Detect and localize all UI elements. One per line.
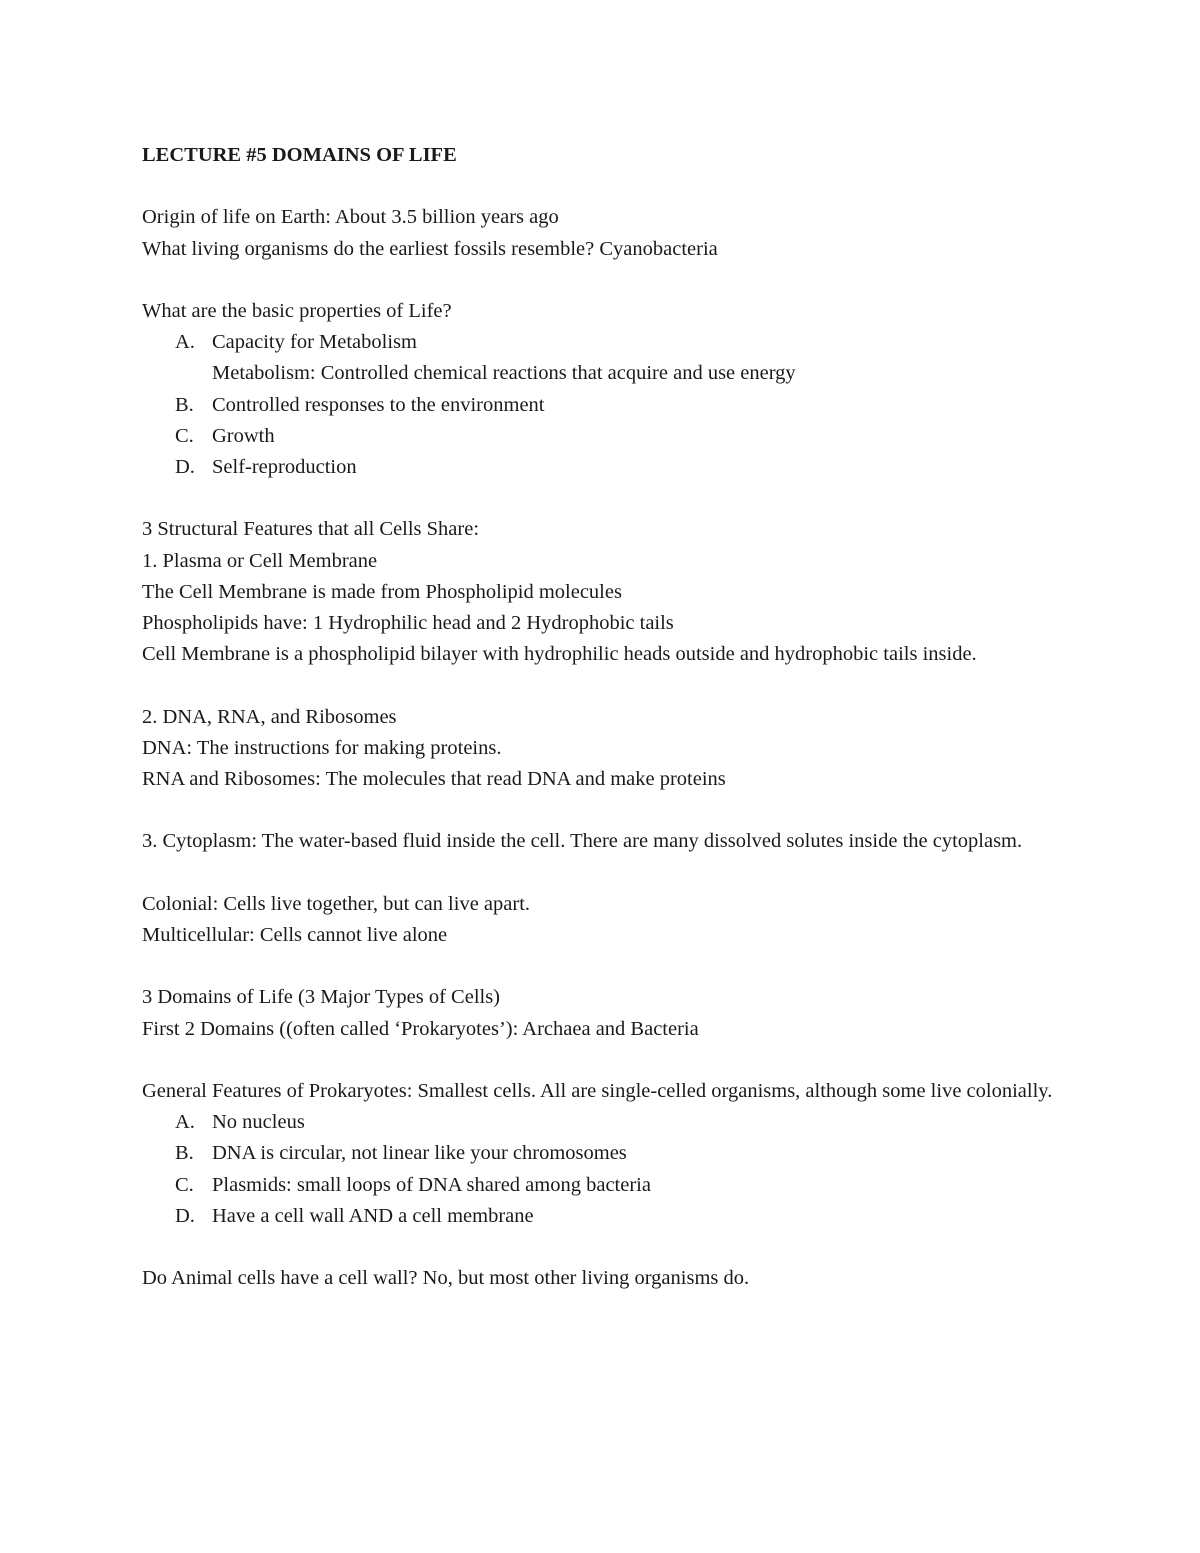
- spacer: [142, 1232, 1062, 1263]
- list-item: [142, 452, 1062, 483]
- list-item: [142, 1170, 1062, 1201]
- list-item: [142, 390, 1062, 421]
- spacer: [142, 951, 1062, 982]
- bilayer-description: Cell Membrane is a phospholipid bilayer with hydrophilic heads outside and hydrophobic tails inside.: [142, 643, 977, 666]
- multicellular-definition: Multicellular: Cells cannot live alone: [142, 923, 448, 946]
- rna-definition: RNA and Ribosomes: The molecules that read DNA and make proteins: [142, 767, 726, 790]
- prokaryotes-list: [142, 1107, 1062, 1232]
- list-item: [142, 1107, 1062, 1138]
- spacer: [142, 858, 1062, 889]
- domains-heading: 3 Domains of Life (3 Major Types of Cells): [142, 986, 501, 1009]
- list-marker: D.: [175, 455, 195, 478]
- spacer: [142, 1045, 1062, 1076]
- list-item-text: Controlled responses to the environment: [212, 393, 545, 416]
- document-title: LECTURE #5 DOMAINS OF LIFE: [142, 144, 457, 166]
- list-marker: A.: [175, 331, 195, 354]
- closing-question: Do Animal cells have a cell wall? No, but most other living organisms do.: [142, 1267, 750, 1290]
- list-marker: A.: [175, 1111, 195, 1134]
- prokaryotes-heading: General Features of Prokaryotes: Smallest cells. All are single-celled organisms, although some live colonially.: [142, 1079, 1053, 1102]
- list-marker: D.: [175, 1204, 195, 1227]
- properties-heading: What are the basic properties of Life?: [142, 299, 452, 322]
- membrane-composition: The Cell Membrane is made from Phospholipid molecules: [142, 580, 622, 603]
- list-item-text: Self-reproduction: [212, 455, 357, 478]
- dna-definition: DNA: The instructions for making proteins.: [142, 736, 502, 759]
- list-item: [142, 1201, 1062, 1232]
- dna-title: 2. DNA, RNA, and Ribosomes: [142, 705, 397, 728]
- spacer: [142, 670, 1062, 701]
- list-item: [142, 421, 1062, 452]
- structural-heading: 3 Structural Features that all Cells Share:: [142, 518, 480, 541]
- spacer: [142, 265, 1062, 296]
- list-item: [142, 1138, 1062, 1169]
- list-item: [142, 327, 1062, 358]
- list-item-text: DNA is circular, not linear like your chromosomes: [212, 1142, 627, 1165]
- membrane-title: 1. Plasma or Cell Membrane: [142, 549, 378, 572]
- list-marker: C.: [175, 424, 194, 447]
- colonial-definition: Colonial: Cells live together, but can live apart.: [142, 892, 531, 915]
- properties-list: [142, 327, 1062, 483]
- prokaryote-domains: First 2 Domains ((often called ‘Prokaryotes’): Archaea and Bacteria: [142, 1017, 699, 1040]
- list-item-text: Plasmids: small loops of DNA shared among bacteria: [212, 1173, 651, 1196]
- list-item-text: Have a cell wall AND a cell membrane: [212, 1204, 534, 1227]
- list-item-text: Growth: [212, 424, 275, 447]
- list-marker: C.: [175, 1173, 194, 1196]
- intro-fossils: What living organisms do the earliest fossils resemble? Cyanobacteria: [142, 237, 718, 260]
- list-item-text: No nucleus: [212, 1111, 305, 1134]
- list-item-text: Capacity for Metabolism: [212, 331, 417, 354]
- spacer: [142, 171, 1062, 202]
- document-page: [142, 140, 1062, 1294]
- spacer: [142, 483, 1062, 514]
- list-marker: B.: [175, 1142, 194, 1165]
- cytoplasm-definition: 3. Cytoplasm: The water-based fluid inside the cell. There are many dissolved solutes inside the cytoplasm.: [142, 830, 1023, 853]
- list-marker: B.: [175, 393, 194, 416]
- phospholipid-structure: Phospholipids have: 1 Hydrophilic head and 2 Hydrophobic tails: [142, 611, 674, 634]
- intro-origin: Origin of life on Earth: About 3.5 billion years ago: [142, 206, 559, 229]
- list-item-subtext: Metabolism: Controlled chemical reactions that acquire and use energy: [212, 362, 796, 385]
- spacer: [142, 795, 1062, 826]
